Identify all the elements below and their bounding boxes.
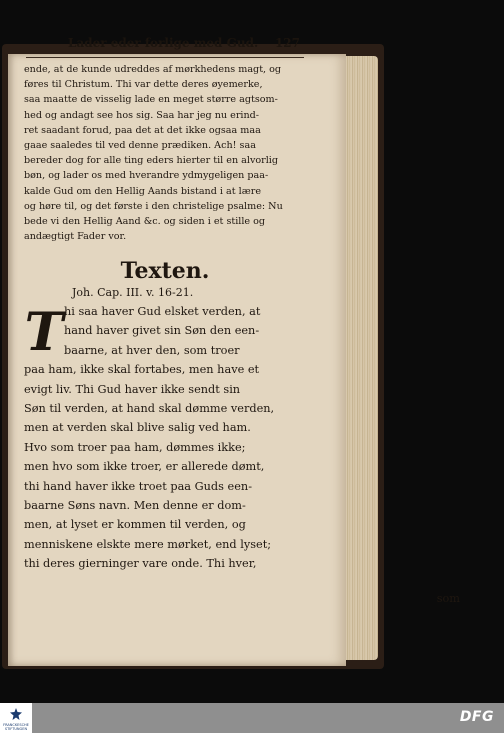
header-rule	[26, 57, 304, 58]
text-line: hi saa haver Gud elsket verden, at	[64, 305, 261, 318]
text-line: evigt liv. Thi Gud haver ikke sendt sin	[24, 382, 241, 396]
text-line: andægtigt Fader vor.	[24, 231, 127, 243]
text-line: saa maatte de visselig lade en meget større agtsom-	[24, 94, 278, 106]
viewer-footer-bar	[0, 703, 504, 733]
text-line: kalde Gud om den Hellig Aands bistand i at lære	[24, 185, 262, 197]
text-line: ende, at de kunde udreddes af mørkhedens magt, og	[24, 64, 282, 75]
text-line: Hvo som troer paa ham, dømmes ikke;	[24, 440, 246, 454]
text-line: føres til Christum. Thi var dette deres øyemerke,	[24, 79, 263, 91]
text-line: menniskene elskte mere mørket, end lyset;	[24, 537, 272, 551]
text-line: baarne, at hver den, som troer	[64, 343, 240, 357]
institution-logo[interactable]	[0, 703, 32, 733]
text-line: Søn til verden, at hand skal dømme verden,	[24, 402, 275, 416]
text-line: thi deres gierninger vare onde. Thi hver,	[24, 557, 257, 571]
drop-initial: T	[24, 302, 64, 363]
text-line: paa ham, ikke skal fortabes, men have et	[24, 363, 260, 377]
page-header	[68, 36, 300, 54]
catchword: som	[436, 592, 460, 605]
scripture-text	[24, 302, 306, 574]
section-heading: Texten.	[120, 258, 210, 284]
text-line: men, at lyset er kommen til verden, og	[24, 518, 246, 532]
text-line: gaae saaledes til ved denne prædiken. Ach! saa	[24, 140, 256, 152]
text-line: og høre til, og det første i den christelige psalme: Nu	[24, 200, 283, 212]
text-line: bøn, og lader os med hverandre ydmygeligen paa-	[24, 170, 269, 182]
text-line: ret saadant forud, paa det at det ikke ogsaa maa	[24, 124, 261, 136]
institution-logo-text: FRANCKESCHE STIFTUNGEN	[3, 723, 29, 731]
text-line: thi hand haver ikke troet paa Guds een-	[24, 479, 253, 493]
dfg-logo[interactable]: DFG	[459, 709, 494, 725]
text-line: baarne Søns navn. Men denne er dom-	[24, 499, 246, 513]
running-title: Lader eder forlige med Gud.	[68, 36, 259, 50]
intro-paragraph	[24, 62, 306, 244]
text-line: bede vi den Hellig Aand &c. og siden i et stille og	[24, 216, 266, 228]
crest-icon	[10, 708, 22, 720]
text-line: men hvo som ikke troer, er allerede dømt,	[24, 460, 265, 474]
page-number: 127	[274, 36, 300, 50]
text-line: bereder dog for alle ting eders hierter til en alvorlig	[24, 155, 279, 167]
text-line: hand haver givet sin Søn den een-	[64, 324, 260, 338]
text-line: hed og andagt see hos sig. Saa har jeg nu erind-	[24, 109, 260, 121]
text-line: men at verden skal blive salig ved ham.	[24, 421, 251, 435]
scripture-reference: Joh. Cap. III. v. 16-21.	[72, 286, 194, 299]
